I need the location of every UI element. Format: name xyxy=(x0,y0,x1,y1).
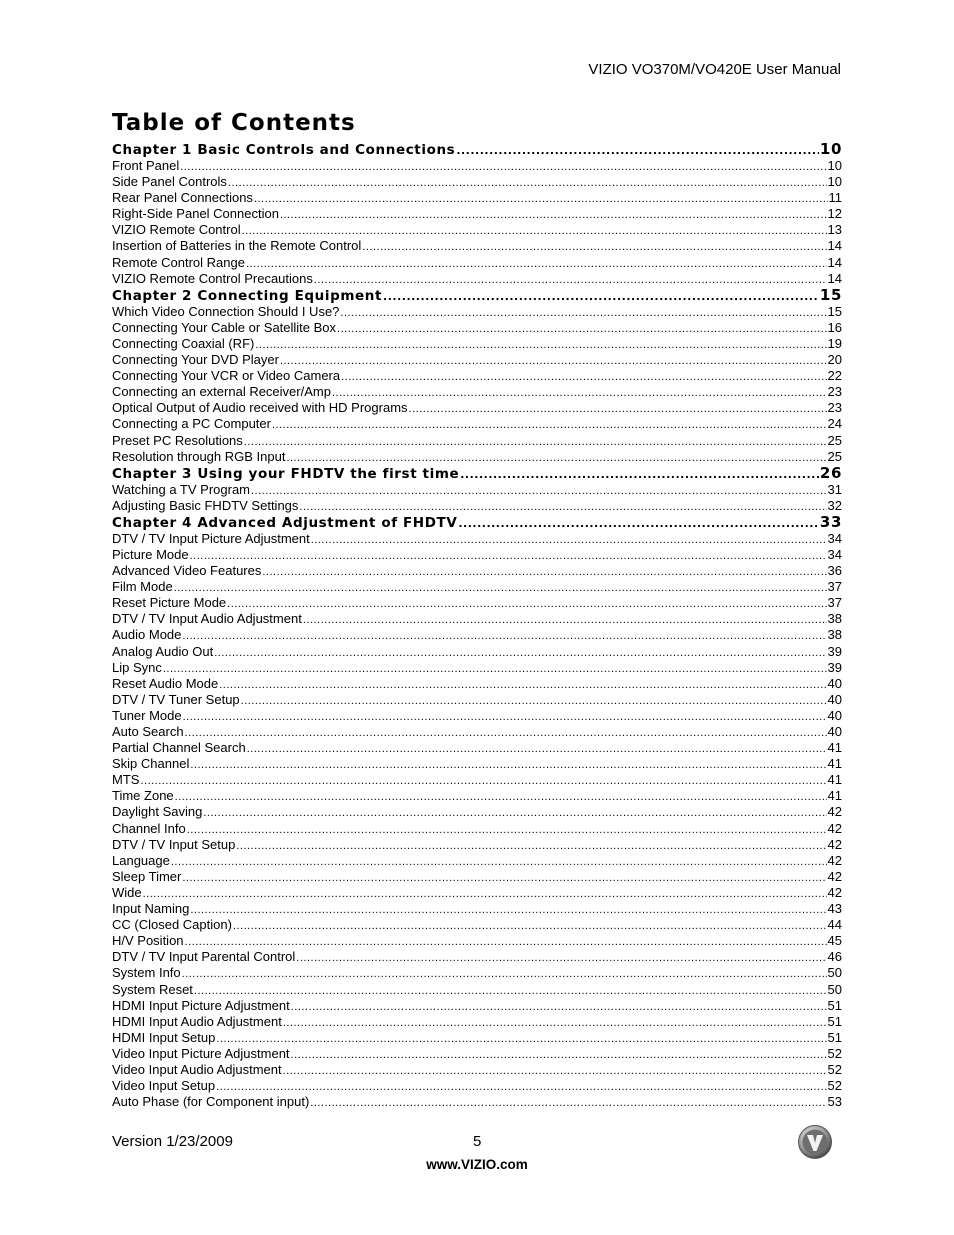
dot-leader xyxy=(190,757,826,773)
dot-leader xyxy=(262,564,826,580)
toc-page-number: 14 xyxy=(827,238,842,254)
dot-leader xyxy=(303,612,827,628)
toc-entry[interactable] xyxy=(112,998,842,1014)
dot-leader xyxy=(291,1047,827,1063)
toc-entry[interactable] xyxy=(112,917,842,933)
toc-entry[interactable] xyxy=(112,933,842,949)
toc-entry-title: DTV / TV Input Parental Control xyxy=(112,949,296,965)
toc-entry[interactable] xyxy=(112,498,842,514)
toc-page-number: 41 xyxy=(827,788,842,804)
toc-page-number: 13 xyxy=(827,222,842,238)
table-of-contents xyxy=(112,141,842,1110)
toc-entry-title: Video Input Audio Adjustment xyxy=(112,1061,282,1077)
toc-page-number: 33 xyxy=(819,512,842,531)
dot-leader xyxy=(291,999,827,1015)
toc-entry[interactable] xyxy=(112,449,842,465)
dot-leader xyxy=(456,143,819,159)
toc-page-number: 15 xyxy=(827,303,842,319)
toc-entry[interactable] xyxy=(112,158,842,174)
toc-entry-title: Audio Mode xyxy=(112,627,182,643)
toc-entry[interactable] xyxy=(112,982,842,998)
toc-entry-title: Connecting Coaxial (RF) xyxy=(112,335,255,351)
dot-leader xyxy=(190,902,826,918)
toc-entry[interactable] xyxy=(112,482,842,498)
toc-entry-title: Which Video Connection Should I Use? xyxy=(112,303,340,319)
page-number: 5 xyxy=(473,1133,482,1150)
dot-leader xyxy=(185,934,827,950)
toc-page-number: 12 xyxy=(827,206,842,222)
dot-leader xyxy=(183,709,827,725)
toc-page-number: 26 xyxy=(819,463,842,482)
toc-entry-title: Tuner Mode xyxy=(112,707,182,723)
toc-entry-title: VIZIO Remote Control xyxy=(112,222,241,238)
toc-page-number: 10 xyxy=(819,140,842,158)
dot-leader xyxy=(299,499,826,515)
toc-entry[interactable] xyxy=(112,255,842,271)
toc-page-number: 19 xyxy=(827,335,842,351)
dot-leader xyxy=(254,191,828,207)
dot-leader xyxy=(280,207,827,223)
dot-leader xyxy=(216,1079,826,1095)
dot-leader xyxy=(190,548,827,564)
toc-entry-title: Advanced Video Features xyxy=(112,563,262,579)
toc-page-number: 50 xyxy=(827,981,842,997)
toc-entry-title: Reset Audio Mode xyxy=(112,675,219,691)
toc-entry-title: Language xyxy=(112,852,170,868)
dot-leader xyxy=(219,677,826,693)
toc-entry[interactable] xyxy=(112,368,842,384)
toc-entry-title: Preset PC Resolutions xyxy=(112,432,243,448)
toc-page-number: 34 xyxy=(827,530,842,546)
toc-entry-title: Auto Search xyxy=(112,724,184,739)
toc-page-number: 51 xyxy=(827,1029,842,1045)
toc-entry[interactable] xyxy=(112,611,842,627)
dot-leader xyxy=(283,1063,827,1079)
toc-entry[interactable] xyxy=(112,320,842,336)
toc-entry-title: Partial Channel Search xyxy=(112,740,246,756)
toc-page-number: 43 xyxy=(827,901,842,917)
toc-entry[interactable] xyxy=(112,304,842,320)
dot-leader xyxy=(216,1031,826,1047)
toc-entry[interactable] xyxy=(112,174,842,190)
toc-entry-title: Insertion of Batteries in the Remote Control xyxy=(112,238,362,254)
toc-entry[interactable] xyxy=(112,788,842,804)
dot-leader xyxy=(180,159,826,175)
toc-entry[interactable] xyxy=(112,949,842,965)
toc-page-number: 23 xyxy=(827,384,842,400)
toc-entry-title: Right-Side Panel Connection xyxy=(112,206,279,222)
toc-page-number: 42 xyxy=(827,836,842,852)
toc-page-number: 34 xyxy=(827,546,842,562)
toc-page-number: 40 xyxy=(827,675,842,691)
dot-leader xyxy=(140,773,826,789)
dot-leader xyxy=(280,353,827,369)
toc-entry[interactable] xyxy=(112,433,842,449)
toc-page-number: 41 xyxy=(827,740,842,756)
toc-entry[interactable] xyxy=(112,772,842,788)
toc-chapter-entry[interactable] xyxy=(112,465,842,482)
toc-entry-title: HDMI Input Audio Adjustment xyxy=(112,1013,282,1029)
website-link[interactable]: www.VIZIO.com xyxy=(426,1157,528,1172)
toc-entry[interactable] xyxy=(112,238,842,254)
dot-leader xyxy=(242,223,827,239)
toc-entry[interactable] xyxy=(112,563,842,579)
toc-entry-title: Video Input Picture Adjustment xyxy=(112,1045,290,1061)
toc-page-number: 42 xyxy=(827,884,842,900)
dot-leader xyxy=(247,741,827,757)
dot-leader xyxy=(251,483,827,499)
toc-page-number: 10 xyxy=(827,174,842,190)
toc-entry-title: Video Input Setup xyxy=(112,1078,216,1094)
dot-leader xyxy=(458,516,819,532)
dot-leader xyxy=(296,950,826,966)
toc-page-number: 22 xyxy=(827,368,842,384)
toc-page-number: 36 xyxy=(827,563,842,579)
toc-entry[interactable] xyxy=(112,692,842,708)
page-title: Table of Contents xyxy=(112,110,356,136)
toc-chapter-entry[interactable] xyxy=(112,141,842,158)
toc-entry[interactable] xyxy=(112,660,842,676)
toc-entry-title: Connecting Your DVD Player xyxy=(112,352,279,368)
toc-page-number: 39 xyxy=(827,659,842,675)
dot-leader xyxy=(409,401,827,417)
toc-entry-title: System Info xyxy=(112,965,181,981)
toc-entry-title: Picture Mode xyxy=(112,546,189,562)
toc-entry-title: HDMI Input Setup xyxy=(112,1029,216,1045)
dot-leader xyxy=(182,870,826,886)
dot-leader xyxy=(163,661,827,677)
toc-entry-title: Reset Picture Mode xyxy=(112,595,227,611)
toc-entry-title: Chapter 2 Connecting Equipment xyxy=(112,287,383,304)
toc-page-number: 25 xyxy=(827,432,842,448)
dot-leader xyxy=(175,789,827,805)
dot-leader xyxy=(272,417,827,433)
toc-entry[interactable] xyxy=(112,837,842,853)
dot-leader xyxy=(341,369,826,385)
toc-entry[interactable] xyxy=(112,579,842,595)
toc-entry[interactable] xyxy=(112,416,842,432)
toc-entry[interactable] xyxy=(112,531,842,547)
toc-entry[interactable] xyxy=(112,756,842,772)
toc-page-number: 38 xyxy=(827,627,842,643)
dot-leader xyxy=(203,805,826,821)
dot-leader xyxy=(337,321,826,337)
dot-leader xyxy=(255,337,826,353)
toc-entry-title: Chapter 3 Using your FHDTV the first time xyxy=(112,465,460,482)
manual-title: VIZIO VO370M/VO420E User Manual xyxy=(588,61,841,78)
toc-entry-title: Film Mode xyxy=(112,579,173,595)
dot-leader xyxy=(310,1095,826,1111)
toc-entry[interactable] xyxy=(112,595,842,611)
toc-page-number: 51 xyxy=(827,1013,842,1029)
toc-page-number: 10 xyxy=(827,158,842,173)
toc-chapter-entry[interactable] xyxy=(112,287,842,304)
toc-page-number: 52 xyxy=(827,1061,842,1077)
toc-entry-title: Remote Control Range xyxy=(112,254,245,270)
dot-leader xyxy=(236,838,826,854)
toc-page-number: 32 xyxy=(827,497,842,513)
toc-entry[interactable] xyxy=(112,869,842,885)
toc-entry-title: Connecting Your Cable or Satellite Box xyxy=(112,319,337,335)
toc-page-number: 45 xyxy=(827,933,842,949)
dot-leader xyxy=(241,693,827,709)
toc-entry[interactable] xyxy=(112,821,842,837)
toc-entry[interactable] xyxy=(112,708,842,724)
toc-entry-title: Connecting Your VCR or Video Camera xyxy=(112,368,341,384)
dot-leader xyxy=(314,272,827,288)
toc-entry-title: Resolution through RGB Input xyxy=(112,448,286,464)
dot-leader xyxy=(332,385,827,401)
dot-leader xyxy=(171,854,827,870)
toc-page-number: 37 xyxy=(827,579,842,595)
toc-page-number: 41 xyxy=(827,772,842,788)
toc-page-number: 50 xyxy=(827,965,842,981)
toc-page-number: 40 xyxy=(827,691,842,707)
toc-entry-title: Sleep Timer xyxy=(112,868,182,884)
dot-leader xyxy=(460,467,819,483)
toc-entry[interactable] xyxy=(112,853,842,869)
dot-leader xyxy=(246,256,827,272)
toc-entry-title: Chapter 4 Advanced Adjustment of FHDTV xyxy=(112,514,458,531)
toc-page-number: 24 xyxy=(827,416,842,432)
toc-page-number: 53 xyxy=(827,1094,842,1110)
toc-entry-title: Analog Audio Out xyxy=(112,643,214,659)
toc-page-number: 46 xyxy=(827,949,842,965)
toc-entry-title: Time Zone xyxy=(112,788,174,804)
toc-entry[interactable] xyxy=(112,1014,842,1030)
toc-entry-title: Daylight Saving xyxy=(112,804,203,820)
toc-page-number: 51 xyxy=(827,997,842,1013)
toc-entry-title: DTV / TV Input Audio Adjustment xyxy=(112,611,302,627)
dot-leader xyxy=(283,1015,827,1031)
toc-entry-title: Connecting an external Receiver/Amp xyxy=(112,384,331,400)
dot-leader xyxy=(182,966,827,982)
toc-entry-title: VIZIO Remote Control Precautions xyxy=(112,270,313,286)
toc-page-number: 15 xyxy=(819,285,842,304)
dot-leader xyxy=(286,450,826,466)
toc-entry[interactable] xyxy=(112,352,842,368)
toc-page-number: 11 xyxy=(828,190,842,206)
dot-leader xyxy=(362,239,826,255)
toc-entry[interactable] xyxy=(112,222,842,238)
dot-leader xyxy=(383,289,819,305)
toc-entry-title: Skip Channel xyxy=(112,756,190,772)
toc-entry-title: MTS xyxy=(112,772,140,788)
toc-page-number: 42 xyxy=(827,804,842,820)
toc-page-number: 40 xyxy=(827,724,842,739)
toc-page-number: 38 xyxy=(827,611,842,627)
dot-leader xyxy=(227,596,826,612)
toc-entry[interactable] xyxy=(112,206,842,222)
toc-chapter-entry[interactable] xyxy=(112,514,842,531)
toc-page-number: 25 xyxy=(827,448,842,464)
toc-entry[interactable] xyxy=(112,1046,842,1062)
toc-entry[interactable] xyxy=(112,1094,842,1110)
dot-leader xyxy=(194,983,827,999)
toc-page-number: 16 xyxy=(827,319,842,335)
toc-entry[interactable] xyxy=(112,1062,842,1078)
toc-entry-title: CC (Closed Caption) xyxy=(112,917,232,933)
toc-page-number: 20 xyxy=(827,352,842,368)
toc-entry[interactable] xyxy=(112,1030,842,1046)
dot-leader xyxy=(214,645,826,661)
toc-entry-title: Lip Sync xyxy=(112,659,162,675)
toc-page-number: 42 xyxy=(827,852,842,868)
dot-leader xyxy=(182,628,826,644)
toc-entry-title: Auto Phase (for Component input) xyxy=(112,1094,310,1110)
toc-entry-title: Wide xyxy=(112,884,142,900)
dot-leader xyxy=(187,822,827,838)
toc-entry-title: DTV / TV Input Setup xyxy=(112,836,236,852)
toc-entry-title: HDMI Input Picture Adjustment xyxy=(112,997,290,1013)
dot-leader xyxy=(340,305,826,321)
toc-entry[interactable] xyxy=(112,384,842,400)
toc-entry-title: Channel Info xyxy=(112,820,186,836)
toc-page-number: 14 xyxy=(827,270,842,286)
dot-leader xyxy=(244,434,827,450)
vizio-logo-icon xyxy=(797,1124,833,1160)
toc-page-number: 14 xyxy=(827,254,842,270)
toc-entry-title: Optical Output of Audio received with HD Programs xyxy=(112,400,408,416)
toc-entry[interactable] xyxy=(112,190,842,206)
toc-page-number: 42 xyxy=(827,868,842,884)
toc-entry[interactable] xyxy=(112,804,842,820)
dot-leader xyxy=(228,175,827,191)
toc-entry[interactable] xyxy=(112,740,842,756)
toc-entry[interactable] xyxy=(112,271,842,287)
toc-page-number: 37 xyxy=(827,595,842,611)
toc-entry[interactable] xyxy=(112,627,842,643)
toc-entry-title: Input Naming xyxy=(112,901,190,917)
toc-entry[interactable] xyxy=(112,676,842,692)
toc-entry-title: Side Panel Controls xyxy=(112,174,227,190)
toc-entry-title: Rear Panel Connections xyxy=(112,190,253,206)
dot-leader xyxy=(233,918,827,934)
toc-entry[interactable] xyxy=(112,547,842,563)
toc-page-number: 52 xyxy=(827,1078,842,1094)
toc-entry[interactable] xyxy=(112,644,842,660)
dot-leader xyxy=(185,725,827,741)
toc-page-number: 42 xyxy=(827,820,842,836)
toc-page-number: 23 xyxy=(827,400,842,416)
toc-entry-title: DTV / TV Tuner Setup xyxy=(112,691,240,707)
toc-entry-title: Watching a TV Program xyxy=(112,481,250,497)
dot-leader xyxy=(174,580,827,596)
dot-leader xyxy=(143,886,827,902)
toc-entry[interactable] xyxy=(112,965,842,981)
toc-page-number: 39 xyxy=(827,643,842,659)
toc-entry[interactable] xyxy=(112,1078,842,1094)
toc-entry[interactable] xyxy=(112,400,842,416)
toc-page-number: 41 xyxy=(827,756,842,772)
dot-leader xyxy=(311,532,827,548)
toc-entry-title: Connecting a PC Computer xyxy=(112,416,271,432)
toc-page-number: 44 xyxy=(827,917,842,933)
toc-entry-title: H/V Position xyxy=(112,933,184,949)
toc-entry-title: Chapter 1 Basic Controls and Connections xyxy=(112,142,456,158)
toc-entry[interactable] xyxy=(112,724,842,740)
toc-page-number: 52 xyxy=(827,1045,842,1061)
toc-entry[interactable] xyxy=(112,336,842,352)
toc-entry-title: DTV / TV Input Picture Adjustment xyxy=(112,530,310,546)
toc-entry-title: Adjusting Basic FHDTV Settings xyxy=(112,497,299,513)
toc-page-number: 40 xyxy=(827,707,842,723)
toc-entry-title: System Reset xyxy=(112,981,193,997)
toc-entry[interactable] xyxy=(112,901,842,917)
toc-entry[interactable] xyxy=(112,885,842,901)
toc-page-number: 31 xyxy=(827,481,842,497)
version-label: Version 1/23/2009 xyxy=(112,1133,233,1150)
toc-entry-title: Front Panel xyxy=(112,158,180,173)
